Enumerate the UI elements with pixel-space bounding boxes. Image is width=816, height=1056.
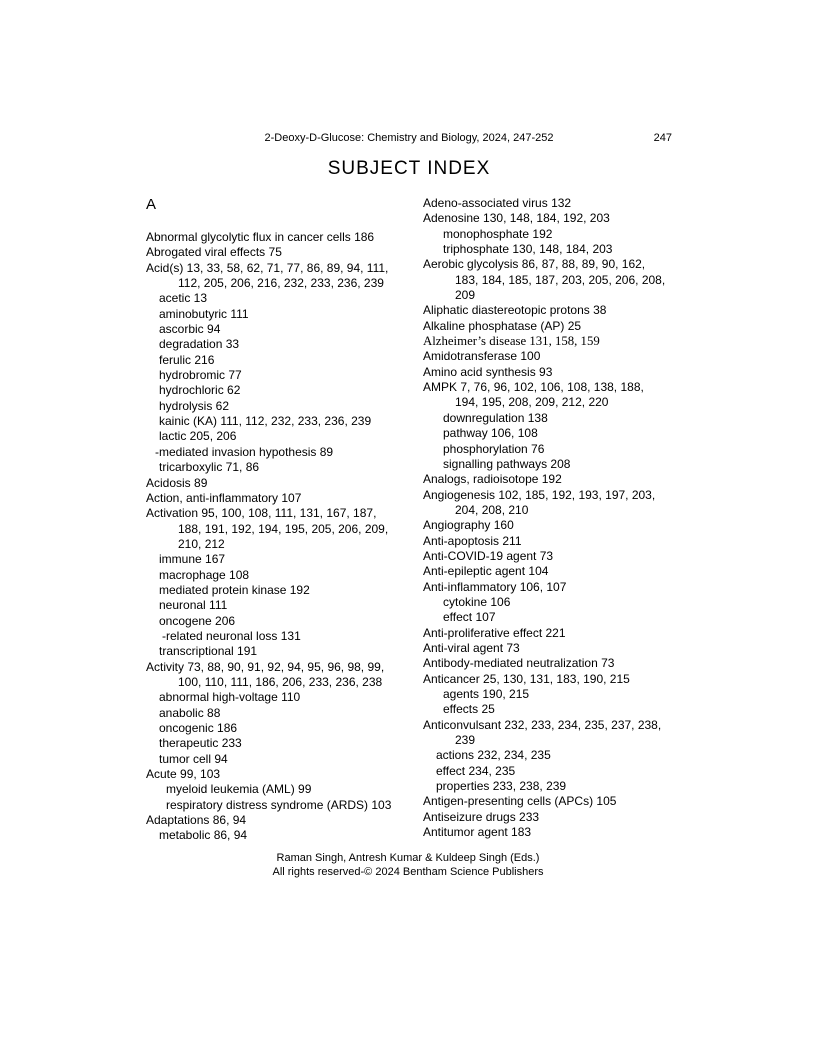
index-entry: effect 234, 235: [436, 763, 516, 778]
index-entry: cytokine 106: [443, 594, 511, 609]
index-entry: Antitumor agent 183: [423, 825, 532, 840]
page-number: 247: [653, 132, 672, 144]
index-entry: Aerobic glycolysis 86, 87, 88, 89, 90, 162,: [423, 257, 646, 272]
index-entry: Anticonvulsant 232, 233, 234, 235, 237, 238,: [423, 717, 662, 732]
index-entry: Antiseizure drugs 233: [423, 809, 540, 824]
index-entry: mediated protein kinase 192: [159, 582, 310, 597]
page-title: SUBJECT INDEX: [327, 158, 491, 179]
index-entry: downregulation 138: [443, 410, 548, 425]
index-entry: tumor cell 94: [159, 751, 228, 766]
index-entry: 204, 208, 210: [455, 502, 529, 517]
index-entry: hydrobromic 77: [159, 368, 242, 383]
index-entry: Antigen-presenting cells (APCs) 105: [423, 794, 617, 809]
page-footer: [0, 852, 816, 879]
index-entry: Angiography 160: [423, 518, 514, 533]
index-entry: effect 107: [443, 610, 496, 625]
index-entry: Acidosis 89: [146, 475, 208, 490]
index-entry: ferulic 216: [159, 352, 215, 367]
footer-copyright: All rights reserved-© 2024 Bentham Science Publishers: [272, 865, 544, 878]
index-entry: properties 233, 238, 239: [436, 779, 567, 794]
index-entry: Activity 73, 88, 90, 91, 92, 94, 95, 96, 98, 99,: [146, 659, 385, 674]
index-entry: phosphorylation 76: [443, 441, 545, 456]
index-entry: Amino acid synthesis 93: [423, 364, 553, 379]
index-entry: Adenosine 130, 148, 184, 192, 203: [423, 211, 610, 226]
index-entry: Alkaline phosphatase (AP) 25: [423, 318, 582, 333]
index-entry: Acid(s) 13, 33, 58, 62, 71, 77, 86, 89, 94, 111,: [146, 260, 389, 275]
index-entry: Aliphatic diastereotopic protons 38: [423, 303, 607, 318]
index-entry: Anti-epileptic agent 104: [423, 564, 549, 579]
index-entry: Anti-proliferative effect 221: [423, 625, 566, 640]
index-entry: Acute 99, 103: [146, 767, 221, 782]
index-entry: Anti-viral agent 73: [423, 640, 520, 655]
index-entry: 209: [455, 288, 476, 303]
index-entry: ascorbic 94: [159, 322, 221, 337]
index-entry: therapeutic 233: [159, 736, 242, 751]
index-entry: Abnormal glycolytic flux in cancer cells 186: [146, 230, 375, 244]
index-entry: oncogene 206: [159, 613, 236, 628]
index-entry: abnormal high-voltage 110: [159, 690, 301, 705]
index-entry: degradation 33: [159, 337, 240, 352]
index-entry: Anti-apoptosis 211: [423, 533, 522, 548]
index-entry: Action, anti-inflammatory 107: [146, 490, 302, 505]
index-entry: 183, 184, 185, 187, 203, 205, 206, 208,: [455, 272, 666, 287]
index-entry: metabolic 86, 94: [159, 828, 248, 843]
index-entry: Adeno-associated virus 132: [423, 196, 572, 210]
index-entry: neuronal 111: [159, 598, 228, 613]
index-entry: agents 190, 215: [443, 687, 530, 701]
index-entry: 210, 212: [178, 536, 225, 551]
index-entry: respiratory distress syndrome (ARDS) 103: [166, 797, 392, 812]
index-entry: Antibody-mediated neutralization 73: [423, 656, 615, 671]
index-entry: Anticancer 25, 130, 131, 183, 190, 215: [423, 671, 630, 686]
index-entry: Angiogenesis 102, 185, 192, 193, 197, 203,: [423, 487, 656, 502]
index-entry: signalling pathways 208: [443, 456, 571, 471]
index-entry: 239: [455, 733, 476, 748]
index-entry: aminobutyric 111: [159, 306, 249, 321]
index-entry: immune 167: [159, 552, 226, 567]
index-entry: Alzheimer’s disease 131, 158, 159: [423, 334, 600, 349]
running-head: [146, 132, 672, 147]
index-entry: 100, 110, 111, 186, 206, 233, 236, 238: [178, 674, 383, 689]
index-entry: 112, 205, 206, 216, 232, 233, 236, 239: [178, 276, 384, 291]
index-entry: pathway 106, 108: [443, 426, 538, 441]
index-entry: Abrogated viral effects 75: [146, 245, 282, 260]
index-entry: Activation 95, 100, 108, 111, 131, 167, 187,: [146, 506, 377, 521]
section-letter: A: [146, 196, 157, 213]
index-entry: lactic 205, 206: [159, 429, 237, 444]
index-entry: -mediated invasion hypothesis 89: [155, 444, 334, 459]
index-entry: tricarboxylic 71, 86: [159, 460, 260, 475]
index-entry: -related neuronal loss 131: [162, 628, 301, 643]
index-entry: monophosphate 192: [443, 226, 553, 241]
index-entry: 188, 191, 192, 194, 195, 205, 206, 209,: [178, 521, 389, 536]
index-entry: myeloid leukemia (AML) 99: [166, 782, 312, 797]
index-entry: anabolic 88: [159, 705, 221, 720]
index-entry: AMPK 7, 76, 96, 102, 106, 108, 138, 188,: [423, 380, 644, 395]
index-entry: Anti-inflammatory 106, 107: [423, 579, 567, 594]
running-head-title: 2-Deoxy-D-Glucose: Chemistry and Biology, 2024, 247-252: [264, 132, 554, 144]
index-entry: acetic 13: [159, 291, 208, 306]
index-entry: hydrochloric 62: [159, 383, 241, 398]
index-entry: 194, 195, 208, 209, 212, 220: [455, 395, 609, 410]
index-entry: Analogs, radioisotope 192: [423, 472, 562, 487]
index-entry: actions 232, 234, 235: [436, 748, 551, 763]
index-entry: macrophage 108: [159, 567, 250, 582]
index-column-right: [423, 196, 703, 840]
index-entry: transcriptional 191: [159, 644, 258, 659]
index-entry: kainic (KA) 111, 112, 232, 233, 236, 239: [159, 414, 372, 429]
index-entry: hydrolysis 62: [159, 398, 230, 413]
index-entry: triphosphate 130, 148, 184, 203: [443, 242, 613, 257]
index-entry: effects 25: [443, 702, 495, 717]
index-entry: Anti-COVID-19 agent 73: [423, 548, 554, 563]
index-entry: Amidotransferase 100: [423, 349, 541, 364]
index-entry: oncogenic 186: [159, 721, 238, 735]
footer-editors: Raman Singh, Antresh Kumar & Kuldeep Singh (Eds.): [276, 852, 540, 864]
index-column-left: [146, 230, 416, 844]
index-entry: Adaptations 86, 94: [146, 813, 247, 828]
